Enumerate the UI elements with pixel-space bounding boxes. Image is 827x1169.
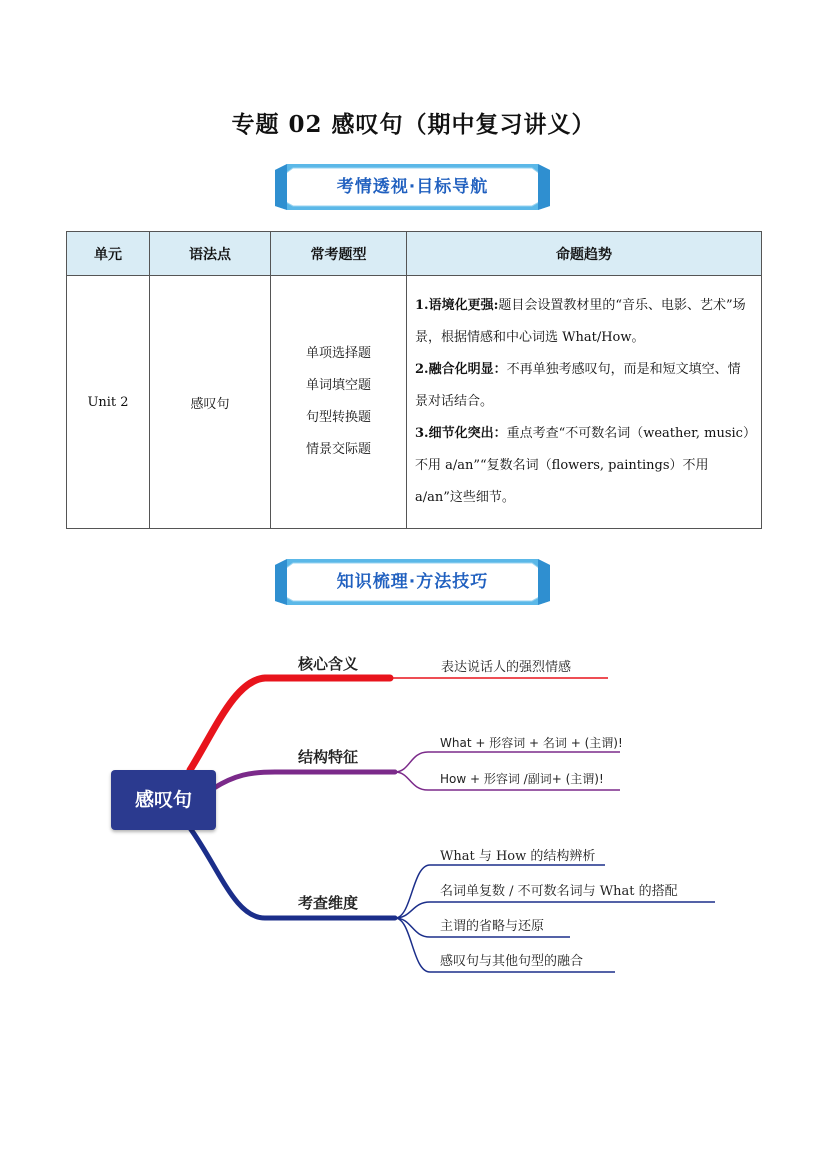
header-grammar: 语法点 bbox=[150, 232, 271, 276]
type-item: 句型转换题 bbox=[305, 410, 371, 425]
table-row bbox=[67, 276, 762, 529]
exam-analysis-table bbox=[66, 231, 762, 529]
leaf-item: How + 形容词 /副词+ (主谓)! bbox=[440, 772, 604, 786]
header-types: 常考题型 bbox=[271, 232, 407, 276]
cell-grammar: 感叹句 bbox=[150, 276, 271, 529]
trend-item: 3.细节化突出：重点考查“不可数名词（weather, music）不用 a/an”“复数名词（flowers, paintings）不用 a/an”这些细节。 bbox=[415, 426, 750, 505]
leaf-item: 名词单复数 / 不可数名词与 What 的搭配 bbox=[440, 884, 678, 899]
type-item: 单项选择题 bbox=[305, 346, 371, 361]
type-item: 单词填空题 bbox=[305, 378, 371, 393]
mindmap-root: 感叹句 bbox=[111, 770, 216, 830]
type-item: 情景交际题 bbox=[305, 442, 371, 457]
trend-item: 2.融合化明显：不再单独考感叹句，而是和短文填空、情景对话结合。 bbox=[415, 362, 741, 409]
cell-unit: Unit 2 bbox=[67, 276, 150, 529]
header-unit: 单元 bbox=[67, 232, 150, 276]
branch-exam-dimension: 考查维度 bbox=[298, 894, 359, 912]
branch-structure: 结构特征 bbox=[298, 748, 359, 766]
leaf-item: 表达说话人的强烈情感 bbox=[441, 660, 572, 675]
header-trend: 命题趋势 bbox=[407, 232, 762, 276]
branch-core-meaning: 核心含义 bbox=[298, 655, 359, 673]
banner-1-text: 考情透视·目标导航 bbox=[336, 177, 489, 197]
page-title: 专题 02 感叹句（期中复习讲义） bbox=[231, 111, 596, 138]
section-banner-2 bbox=[275, 557, 550, 607]
leaf-item: What 与 How 的结构辨析 bbox=[440, 849, 596, 864]
table-header-row bbox=[67, 232, 762, 276]
banner-2-text: 知识梳理·方法技巧 bbox=[336, 572, 489, 592]
cell-types bbox=[271, 276, 407, 529]
trend-item: 1.语境化更强:题目会设置教材里的“音乐、电影、艺术”场景，根据情感和中心词选 What/How。 bbox=[415, 298, 746, 345]
cell-trend bbox=[407, 276, 762, 529]
mind-map bbox=[0, 620, 827, 1000]
leaf-item: What + 形容词 + 名词 + (主谓)! bbox=[440, 736, 623, 750]
leaf-item: 主谓的省略与还原 bbox=[440, 919, 545, 934]
leaf-item: 感叹句与其他句型的融合 bbox=[440, 954, 584, 969]
section-banner-1 bbox=[275, 162, 550, 212]
